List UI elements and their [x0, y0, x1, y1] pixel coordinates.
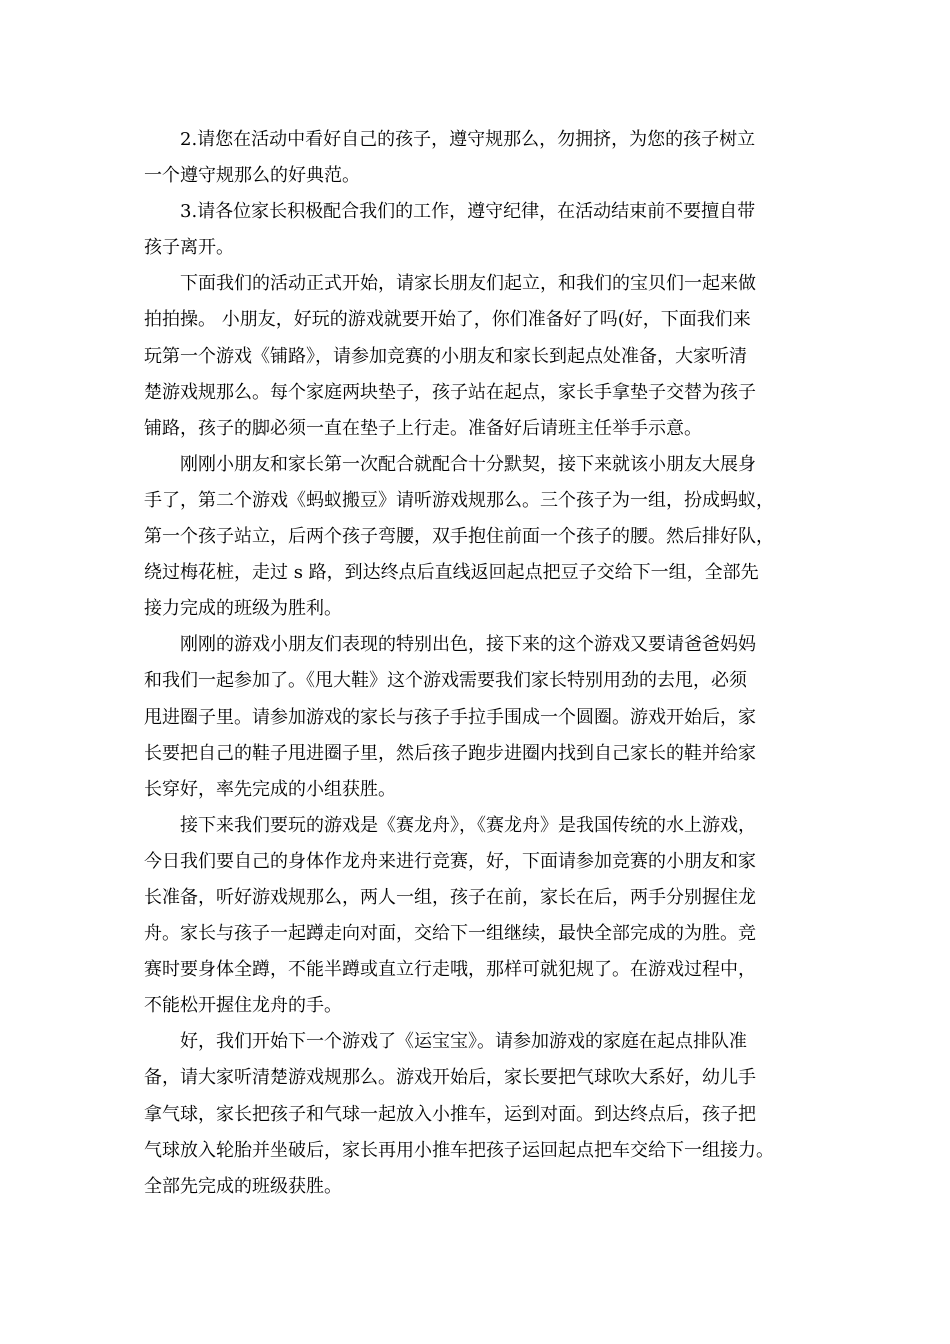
paragraph-line: 玩第一个游戏《铺路》，请参加竞赛的小朋友和家长到起点处准备，大家听清: [144, 345, 747, 367]
paragraph-line: 绕过梅花桩，走过 s 路，到达终点后直线返回起点把豆子交给下一组，全部先: [144, 562, 759, 584]
paragraph-line: 舟。家长与孩子一起蹲走向对面，交给下一组继续，最快全部完成的为胜。竞: [144, 923, 756, 945]
paragraph-line: 刚刚小朋友和家长第一次配合就配合十分默契，接下来就该小朋友大展身: [180, 453, 756, 475]
paragraph-carry-treasure-game: [144, 1024, 804, 1204]
paragraph-line: 长要把自己的鞋子甩进圈子里，然后孩子跑步进圈内找到自己家长的鞋并给家: [144, 742, 756, 764]
paragraph-line: 拿气球，家长把孩子和气球一起放入小推车，运到对面。到达终点后，孩子把: [144, 1103, 756, 1125]
paragraph-line: 2.请您在活动中看好自己的孩子，遵守规那么，勿拥挤，为您的孩子树立: [180, 129, 756, 150]
paragraph-line: 长准备，听好游戏规那么，两人一组，孩子在前，家长在后，两手分别握住龙: [144, 886, 756, 908]
paragraph-line: 好，我们开始下一个游戏了《运宝宝》。请参加游戏的家庭在起点排队准: [180, 1031, 747, 1053]
document-body: [144, 122, 804, 1205]
paragraph-line: 赛时要身体全蹲，不能半蹲或直立行走哦，那样可就犯规了。在游戏过程中，: [144, 959, 756, 981]
paragraph-line: 气球放入轮胎并坐破后，家长再用小推车把孩子运回起点把车交给下一组接力。: [144, 1139, 774, 1161]
paragraph-line: 刚刚的游戏小朋友们表现的特别出色，接下来的这个游戏又要请爸爸妈妈: [180, 634, 756, 656]
paragraph-line: 孩子离开。: [144, 237, 234, 259]
paragraph-ants-carry-beans-game: [144, 447, 804, 627]
paragraph-line: 接力完成的班级为胜利。: [144, 598, 342, 620]
paragraph-line: 第一个孩子站立，后两个孩子弯腰，双手抱住前面一个孩子的腰。然后排好队，: [144, 526, 774, 548]
paragraph-dragon-boat-game: [144, 808, 804, 1025]
paragraph-start-and-paving-game: [144, 266, 804, 446]
paragraph-line: 手了，第二个游戏《蚂蚁搬豆》请听游戏规那么。三个孩子为一组，扮成蚂蚁，: [144, 489, 774, 511]
paragraph-line: 备，请大家听清楚游戏规那么。游戏开始后，家长要把气球吹大系好，幼儿手: [144, 1067, 756, 1089]
paragraph-line: 一个遵守规那么的好典范。: [144, 165, 360, 187]
paragraph-line: 铺路，孩子的脚必须一直在垫子上行走。准备好后请班主任举手示意。: [144, 417, 702, 439]
paragraph-line: 接下来我们要玩的游戏是《赛龙舟》，《赛龙舟》是我国传统的水上游戏，: [180, 814, 756, 836]
paragraph-line: 3.请各位家长积极配合我们的工作，遵守纪律，在活动结束前不要擅自带: [180, 201, 756, 223]
paragraph-line: 拍拍操。 小朋友，好玩的游戏就要开始了，你们准备好了吗(好，下面我们来: [144, 309, 751, 331]
paragraph-line: 楚游戏规那么。每个家庭两块垫子，孩子站在起点，家长手拿垫子交替为孩子: [144, 381, 756, 403]
paragraph-line: 长穿好，率先完成的小组获胜。: [144, 778, 396, 800]
paragraph-line: 和我们一起参加了。《甩大鞋》这个游戏需要我们家长特别用劲的去甩，必须: [144, 670, 747, 692]
paragraph-rule-2: [144, 122, 804, 194]
paragraph-rule-3: [144, 194, 804, 266]
paragraph-line: 下面我们的活动正式开始，请家长朋友们起立，和我们的宝贝们一起来做: [180, 273, 756, 295]
paragraph-throw-shoes-game: [144, 627, 804, 807]
paragraph-line: 今日我们要自己的身体作龙舟来进行竞赛，好，下面请参加竞赛的小朋友和家: [144, 850, 756, 872]
paragraph-line: 甩进圈子里。请参加游戏的家长与孩子手拉手围成一个圆圈。游戏开始后，家: [144, 706, 756, 728]
paragraph-line: 全部先完成的班级获胜。: [144, 1175, 342, 1197]
paragraph-line: 不能松开握住龙舟的手。: [144, 995, 342, 1017]
